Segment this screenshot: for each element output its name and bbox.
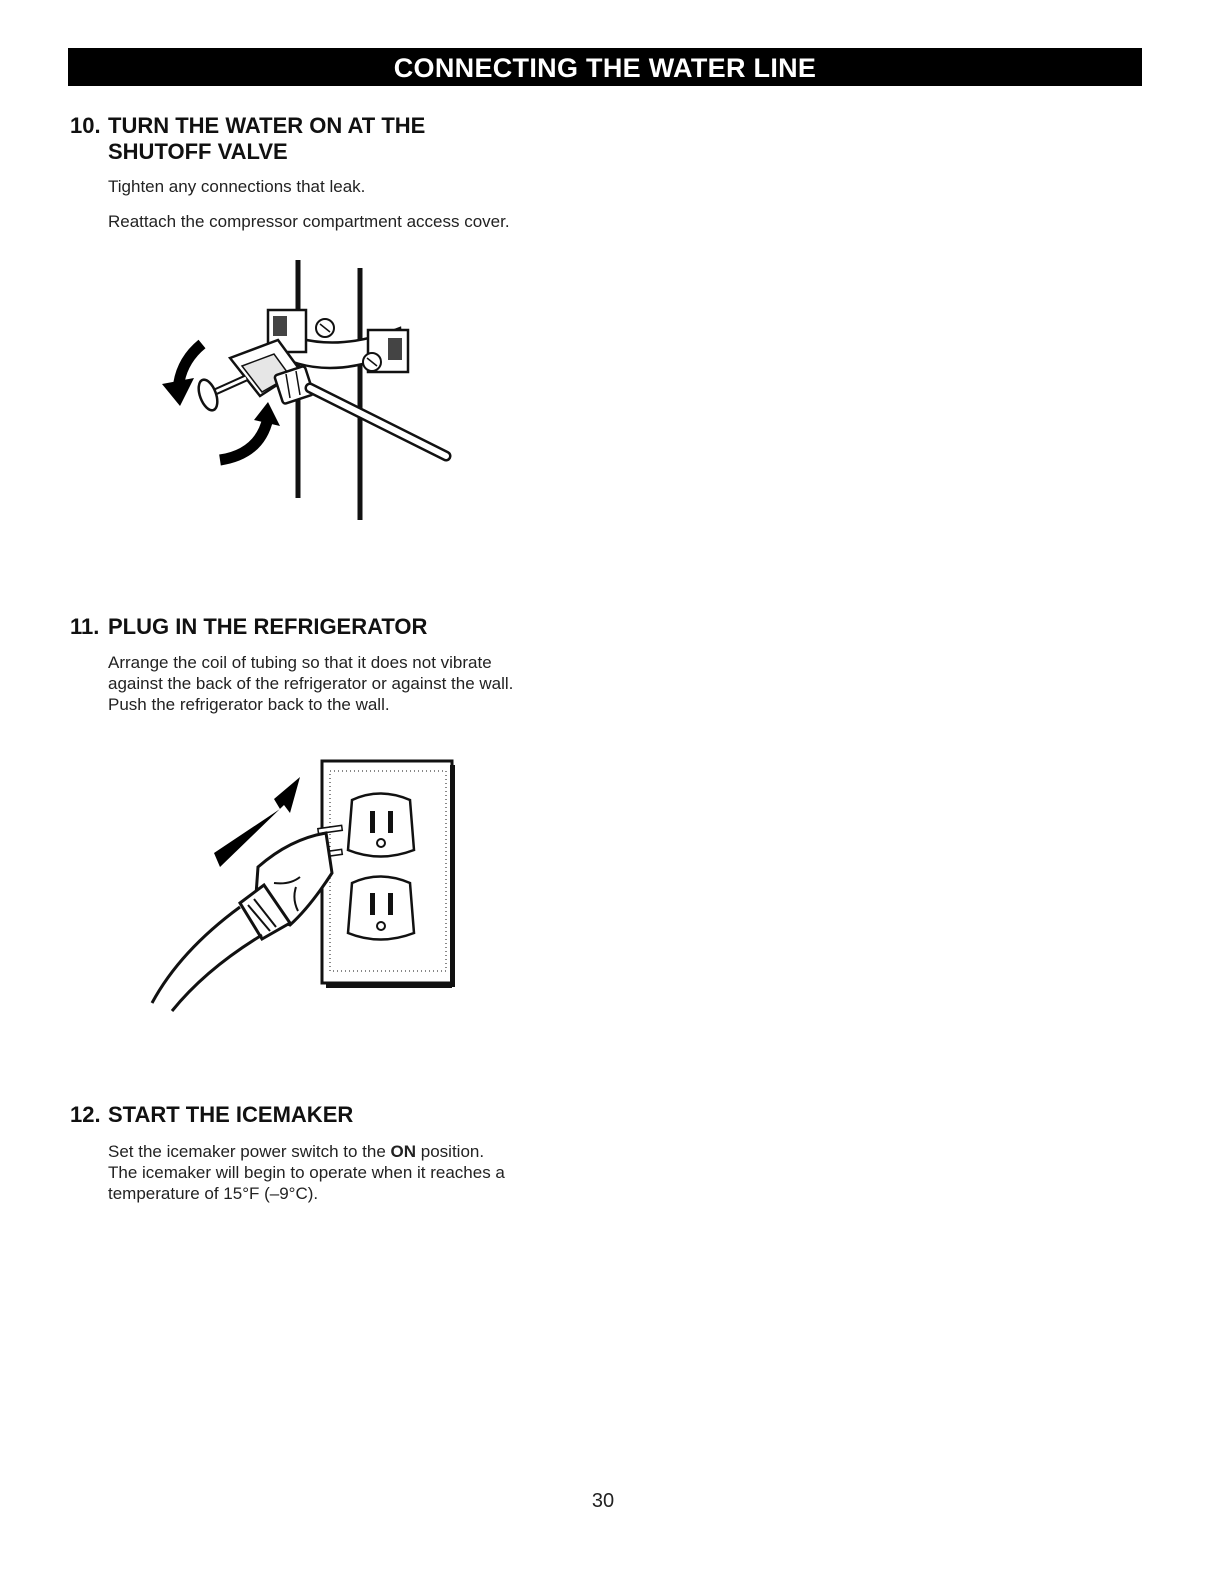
step-12-line-1 xyxy=(108,1141,628,1162)
step-12-line-1-end: position. xyxy=(416,1142,485,1161)
step-10-title-line2: SHUTOFF VALVE xyxy=(108,139,288,164)
step-12-line-3: temperature of 15°F (–9°C). xyxy=(108,1184,319,1203)
step-10-title-line1: TURN THE WATER ON AT THE xyxy=(108,113,426,138)
plug-outlet-illustration xyxy=(140,755,470,1025)
section-header xyxy=(68,48,1142,86)
step-11-line-2: against the back of the refrigerator or against the wall. xyxy=(108,674,514,693)
step-12-title xyxy=(70,1102,353,1128)
step-10-number: 10. xyxy=(70,113,101,138)
step-12-line-1-start: Set the icemaker power switch to the xyxy=(108,1142,391,1161)
step-11-title-line1: PLUG IN THE REFRIGERATOR xyxy=(108,614,428,639)
step-11-title xyxy=(70,614,427,640)
step-11-number: 11. xyxy=(70,614,100,639)
step-12-on-keyword: ON xyxy=(390,1142,417,1161)
step-10-instructions xyxy=(108,176,628,232)
step-11-line-1: Arrange the coil of tubing so that it does not vibrate xyxy=(108,653,492,672)
step-10-instruction-1: Tighten any connections that leak. xyxy=(108,177,366,196)
step-12-title-line1: START THE ICEMAKER xyxy=(108,1102,354,1127)
page-number: 30 xyxy=(591,1490,615,1512)
section-title: CONNECTING THE WATER LINE xyxy=(393,53,817,83)
step-12-instructions xyxy=(108,1141,628,1204)
step-12-number: 12. xyxy=(70,1102,101,1127)
step-11-line-3: Push the refrigerator back to the wall. xyxy=(108,695,390,714)
step-10-instruction-2: Reattach the compressor compartment access cover. xyxy=(108,212,510,231)
step-10-title xyxy=(70,113,425,165)
shutoff-valve-illustration xyxy=(150,258,470,523)
step-11-instructions xyxy=(108,652,628,715)
step-12-line-2: The icemaker will begin to operate when it reaches a xyxy=(108,1163,505,1182)
